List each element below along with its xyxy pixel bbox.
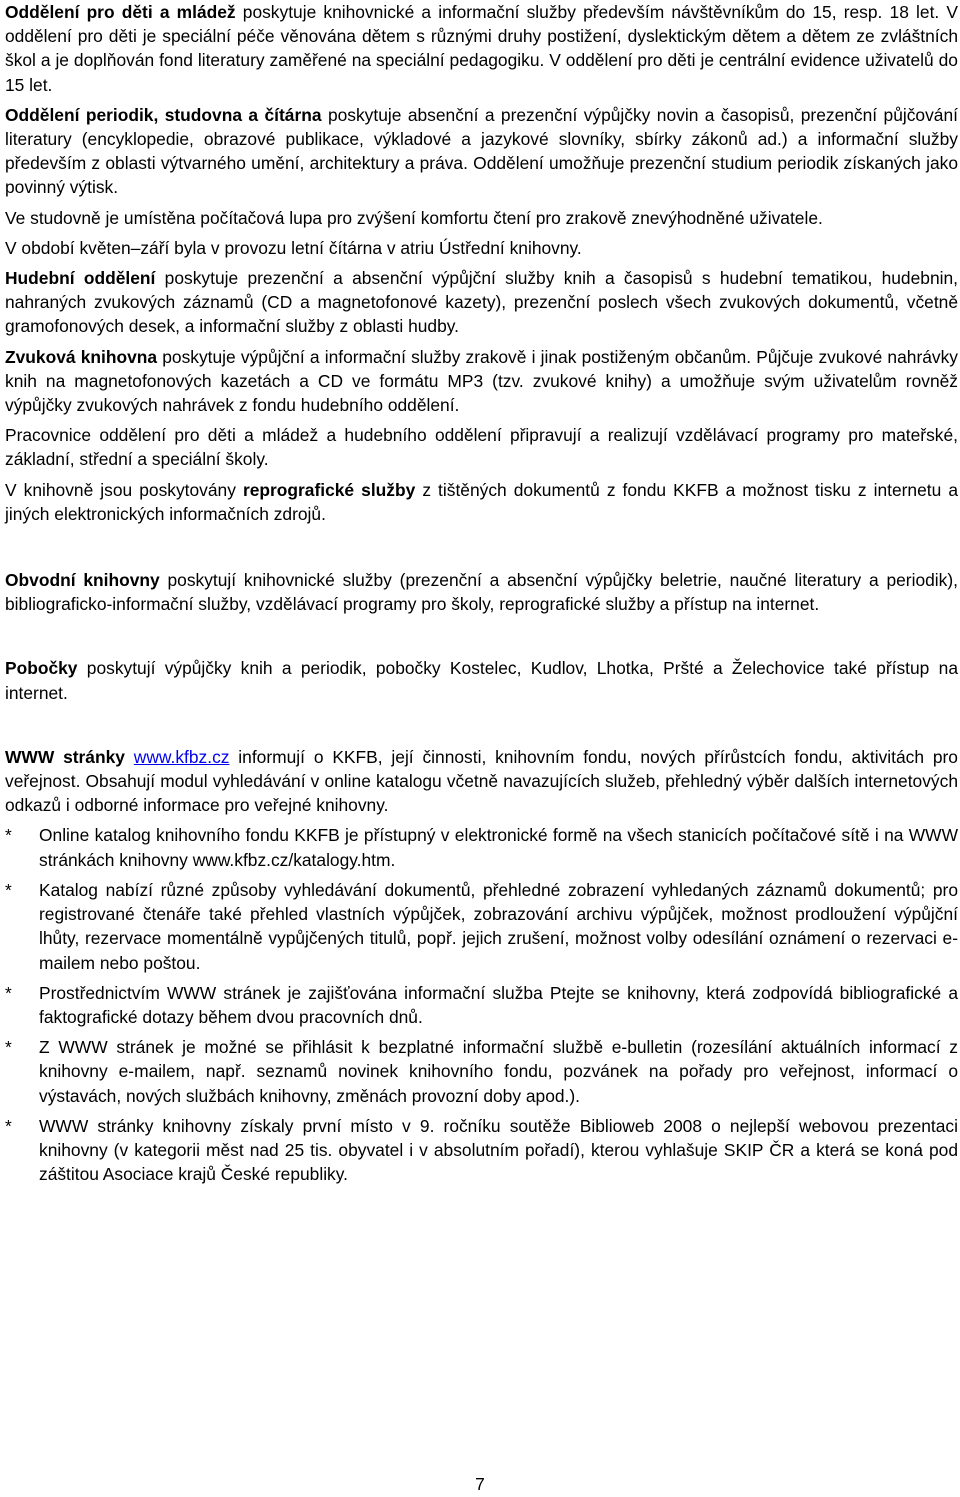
bullet-text: Katalog nabízí různé způsoby vyhledávání dokumentů, přehledné zobrazení vyhledaných záznamů dokumentů; pro registrované čtenáře také přehled vlastních výpůjček, zobrazování archivu výpůjček, možnost prodloužení výpůjční lhůty, rezervace momentálně vypůjčených titulů, popř. jejich zrušení, možnost volby odesílání oznámení o rezervaci e-mailem nebo poštou. [39,879,958,973]
heading-audio-library: Zvuková knihovna [5,346,158,367]
text-www-pages: informují o KKFB, její činnosti, knihovním fondu, nových přírůstcích fondu, aktivitách pro veřejnost. Obsahují modul vyhledávání v online katalogu včetně navazujících služeb, přehledný výběr dalších internetových odkazů i odborné informace pro veřejné knihovny. [5,746,958,816]
text-childrens-department: poskytuje knihovnické a informační služby především návštěvníkům do 15, resp. 18 let. V oddělení pro děti je speciální péče věnována dětem s různými druhy postižení, dyslektickým dětem a dětem ze zvláštních škol a je doplňován fond literatury zaměřené na speciální pedagogiku. [5,2,958,71]
bullet-mark: * [5,879,12,900]
heading-music-department: Hudební oddělení [5,268,156,289]
heading-childrens-department: Oddělení pro děti a mládež [5,2,236,22]
website-link[interactable]: www.kfbz.cz [133,746,230,767]
text-branches: poskytují výpůjčky knih a periodik, pobočky Kostelec, Kudlov, Lhotka, Pršté a Želechovice také přístup na internet. [5,658,958,703]
paragraph-magnifier: Ve studovně je umístěna počítačová lupa pro zvýšení komfortu čtení pro zrakově znevýhodněné uživatele. [5,207,823,228]
paragraph-childrens-department [5,0,958,97]
paragraph-educational-programs: Pracovnice oddělení pro děti a mládež a hudebního oddělení připravují a realizují vzdělávací programy pro mateřské, základní, střední a speciální školy. [5,425,958,470]
paragraph-audio-library [5,345,958,418]
page-number: 7 [475,1474,485,1494]
heading-district-libraries: Obvodní knihovny [5,570,160,591]
bullet-item [5,1035,958,1108]
text-music-department: poskytuje prezenční a absenční výpůjční služby knih a časopisů s hudební tematikou, hudebnin, nahraných zvukových záznamů (CD a magnetofonové kazety), prezenční poslech všech zvukových dokumentů, včetně gramofonových desek, a informační služby z oblasti hudby. [5,268,958,337]
text-district-libraries: poskytují knihovnické služby (prezenční a absenční výpůjčky beletrie, naučné literatury a periodik), bibliograficko-informační služby, vzdělávací programy pro školy, reprografické služby a přístup na internet. [5,570,958,615]
paragraph-music-department [5,266,958,339]
heading-www-pages: WWW stránky [5,746,125,767]
text-reprographic-services: z tištěných dokumentů z fondu KKFB a možnost tisku z internetu a jiných elektronických informačních zdrojů. [5,479,958,524]
document-page [5,0,958,1192]
bullet-item [5,823,958,871]
heading-reprographic-services: reprografické služby [242,479,416,500]
paragraph-summer-reading-room: V období květen–září byla v provozu letní čítárna v atriu Ústřední knihovny. [5,237,582,258]
paragraph-periodicals-department [5,103,958,200]
text-audio-library: poskytuje výpůjční a informační služby zrakově i jinak postiženým občanům. Půjčuje zvukové nahrávky knih na magnetofonových kazetách a CD ve formátu MP3 (tzv. zvukové knihy) a umožňuje svým uživatelům rovněž výpůjčky zvukových nahrávek z fondu hudebního oddělení. [5,346,958,416]
heading-periodicals-department: Oddělení periodik, studovna a čítárna [5,104,322,125]
paragraph-www-pages [5,745,958,818]
bullet-item [5,878,958,975]
bullet-text: WWW stránky knihovny získaly první místo v 9. ročníku soutěže Biblioweb 2008 o nejlepší webovou prezentaci knihovny (v kategorii měst nad 25 tis. obyvatel i v absolutním pořadí), kterou vyhlašuje SKIP ČR a která se koná pod záštitou Asociace krajů České republiky. [39,1115,958,1185]
bullet-text: Online katalog knihovního fondu KKFB je přístupný v elektronické formě na všech stanicích počítačové sítě i na WWW stránkách knihovny www.kfbz.cz/katalogy.htm. [39,825,958,870]
bullet-item [5,981,958,1029]
text-periodicals-department: poskytuje absenční a prezenční výpůjčky novin a časopisů, prezenční půjčování literatury (encyklopedie, obrazové publikace, výkladové a jazykové slovníky, sbírky zákonů ad.) a informační služby především z oblasti výtvarného umění, architektury a práva. Oddělení umožňuje prezenční studium periodik získaných jako povinný výtisk. [5,104,958,198]
bullet-text: Prostřednictvím WWW stránek je zajišťována informační služba Ptejte se knihovny, která zodpovídá bibliografické a faktografické dotazy během dvou pracovních dnů. [39,982,958,1027]
paragraph-reprographic-services [5,478,958,526]
text-reprographic-intro: V knihovně jsou poskytovány [5,479,243,500]
paragraph-district-libraries [5,568,958,616]
paragraph-branches [5,656,958,704]
bullet-mark: * [5,1115,12,1136]
text-childrens-registry: V oddělení pro děti je centrální evidence uživatelů do 15 let. [5,50,958,95]
bullet-mark: * [5,825,12,846]
bullet-mark: * [5,982,12,1003]
bullet-text: Z WWW stránek je možné se přihlásit k bezplatné informační službě e-bulletin (rozesílání aktuálních informací z knihovny e-mailem, např. seznamů novinek knihovního fondu, pozvánek na pořady pro veřejnost, informací o výstavách, nových službách knihovny, změnách provozní doby apod.). [39,1037,958,1106]
bullet-item [5,1114,958,1187]
heading-branches: Pobočky [5,658,78,679]
bullet-mark: * [5,1037,12,1058]
